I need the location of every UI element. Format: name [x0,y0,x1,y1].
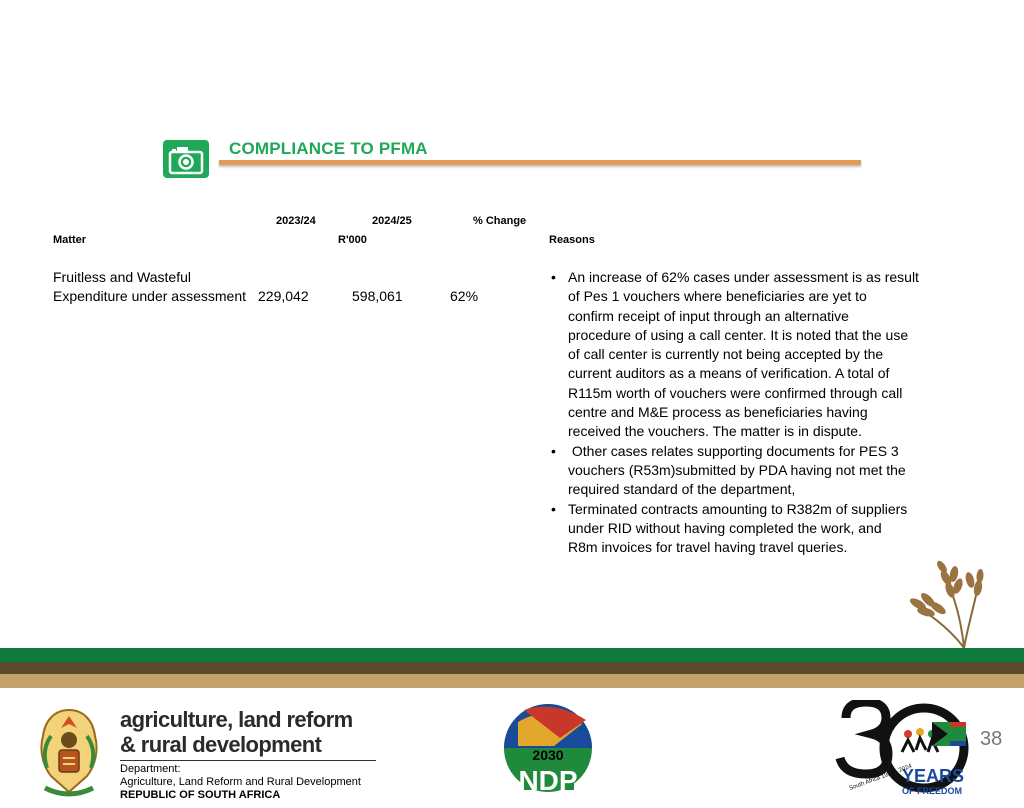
thirty-ring-text: South Africa 1994 - 2024 [848,763,913,792]
reasons-header: Reasons [549,234,595,246]
matter-header: Matter [53,234,87,246]
ndp-year: 2030 [532,747,564,763]
reason-item: • An increase of 62% cases under assessment is as result of Pes 1 vouchers where beneficiaries are yet to confirm receipt of input through an alternative procedure of using a call center. It is noted that the use of call center is currently not being accepted by the current auditors as a means of verification. A total of R115m worth of vouchers were confirmed through call centre and M&E process as beneficiaries having received the vouchers. The matter is in dispute. [549,268,929,442]
value-2024: 598,061 [352,288,403,304]
reasons-list [549,268,929,557]
unit-header: R'000 [338,234,367,246]
value-2023: 229,042 [258,288,309,304]
camera-icon [163,140,209,178]
ndp-text: NDP [518,765,578,794]
year-header-2024: 2024/25 [372,215,412,227]
change-value: 62% [450,288,479,304]
title-underline [219,160,861,165]
thirty-years-logo [832,700,972,805]
dept-divider [120,760,376,761]
country-name: REPUBLIC OF SOUTH AFRICA [120,789,281,801]
footer-band-green [0,648,1024,662]
coat-of-arms-logo [33,706,105,805]
thirty-freedom-text: OF FREEDOM [902,786,962,796]
page-title: COMPLIANCE TO PFMA [229,139,428,158]
dept-label: Department: [120,763,181,775]
change-header: % Change [473,215,527,227]
page-number: 38 [980,728,1003,750]
footer-band-brown [0,662,1024,674]
reason-item: • Terminated contracts amounting to R382m of suppliers under RID without having completed the work, and R8m invoices for travel having travel queries. [549,500,929,558]
footer-band-tan [0,674,1024,688]
thirty-years-text: YEARS [902,766,965,786]
ndp-logo [498,702,598,799]
matter-line-1: Fruitless and Wasteful [53,269,191,285]
dept-name-line-2: & rural development [120,732,322,757]
dept-full-name: Agriculture, Land Reform and Rural Development [120,776,361,788]
wheat-icon [906,558,986,655]
dept-name-line-1: agriculture, land reform [120,707,353,732]
matter-line-2: Expenditure under assessment [53,288,246,304]
year-header-2023: 2023/24 [276,215,316,227]
reason-item: • Other cases relates supporting documents for PES 3 vouchers (R53m)submitted by PDA having not met the required standard of the department, [549,442,929,500]
